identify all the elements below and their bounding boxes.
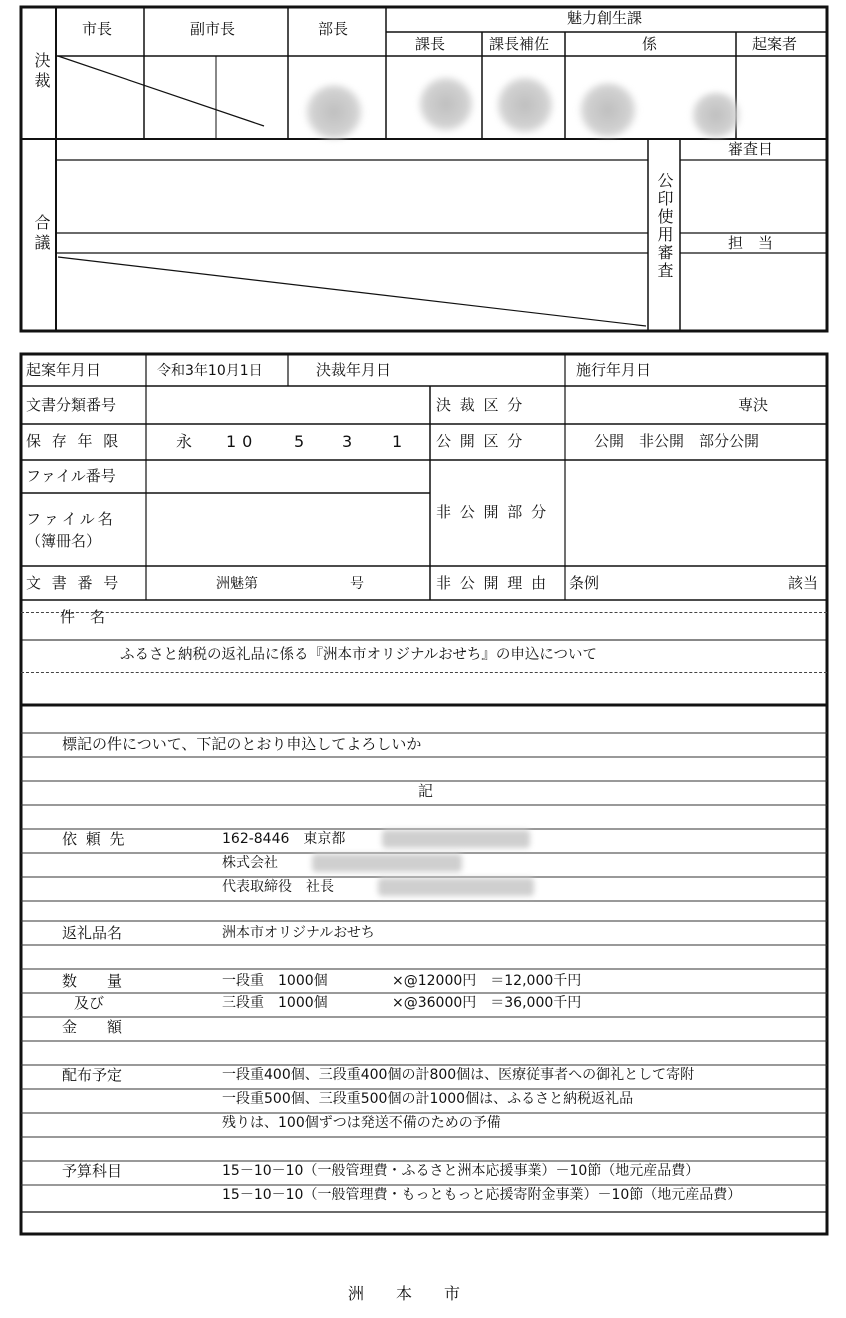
retention-value: 永 — [176, 432, 193, 451]
decision-type-value: 専決 — [738, 396, 769, 414]
qty-item: 三段重 1000個 — [222, 995, 328, 1011]
item-label: 返礼品名 — [62, 924, 123, 942]
requestor-line: 162-8446 東京都 — [222, 831, 346, 847]
redacted-seal — [496, 76, 554, 134]
ki-text: 記 — [418, 782, 434, 800]
retention-label: 保 存 年 限 — [26, 432, 122, 450]
kessai-label: 決裁 — [32, 52, 51, 92]
budget-line: 15－10－10（一般管理費・ふるさと洲本応援事業）－10節（地元産品費） — [222, 1163, 700, 1179]
gogi-label: 合議 — [32, 214, 51, 254]
review-date-label: 審査日 — [728, 140, 774, 158]
dashed-rule — [21, 672, 827, 673]
retention-value: 1 — [392, 432, 403, 451]
nondisclosure-part-label: 非 公 開 部 分 — [436, 503, 549, 521]
vice-mayor-header: 副市長 — [190, 20, 236, 38]
qty-amount: ×@36000円 ＝36,000千円 — [392, 995, 582, 1011]
requestor-line: 代表取締役 社長 — [222, 879, 334, 895]
nondisclosure-reason-label: 非 公 開 理 由 — [436, 574, 549, 592]
redacted-seal — [690, 92, 742, 138]
drafter-header: 起案者 — [752, 35, 798, 53]
applicable-text: 該当 — [788, 574, 819, 592]
ordinance-text: 条例 — [569, 574, 600, 592]
intro-text: 標記の件について、下記のとおり申込してよろしいか — [62, 735, 422, 753]
qty-amount: ×@12000円 ＝12,000千円 — [392, 973, 582, 989]
doc-number-suffix: 号 — [350, 576, 364, 592]
requestor-line: 株式会社 — [222, 855, 278, 871]
distribution-label: 配布予定 — [62, 1066, 123, 1084]
redacted-seal — [418, 76, 474, 132]
subject-title: ふるさと納税の返礼品に係る『洲本市オリジナルおせち』の申込について — [120, 647, 598, 663]
redacted-text — [382, 830, 530, 848]
requestor-label: 依 頼 先 — [62, 830, 127, 848]
disclosure-label: 公 開 区 分 — [436, 432, 525, 450]
assistant-chief-header: 課長補佐 — [489, 35, 550, 53]
draft-date-value: 令和3年10月1日 — [157, 363, 263, 379]
subject-label: 件 名 — [60, 608, 106, 626]
doc-number-prefix: 洲魅第 — [216, 576, 258, 592]
file-name-sub-label: （簿冊名） — [26, 532, 102, 550]
amount-label: 金 額 — [62, 1018, 123, 1036]
qty-item: 一段重 1000個 — [222, 973, 328, 989]
director-header: 部長 — [318, 20, 349, 38]
item-value: 洲本市オリジナルおせち — [222, 925, 375, 941]
redacted-text — [312, 854, 462, 872]
retention-value: 10 — [226, 432, 259, 451]
qty-label-and: 及び — [74, 994, 105, 1012]
dashed-rule — [21, 612, 827, 613]
retention-value: 5 — [294, 432, 305, 451]
city-footer: 洲 本 市 — [348, 1284, 461, 1303]
distribution-line: 一段重500個、三段重500個の計1000個は、ふるさと納税返礼品 — [222, 1091, 634, 1107]
file-name-label: ファイル名 — [26, 510, 116, 528]
mayor-header: 市長 — [82, 20, 113, 38]
enforce-date-label: 施行年月日 — [576, 361, 652, 379]
section-header: 魅力創生課 — [567, 9, 643, 27]
disclosure-options: 公開 非公開 部分公開 — [594, 432, 760, 450]
file-no-label: ファイル番号 — [26, 467, 116, 485]
retention-value: 3 — [342, 432, 353, 451]
redacted-text — [378, 878, 534, 896]
draft-date-label: 起案年月日 — [26, 361, 102, 379]
redacted-seal — [578, 82, 638, 138]
staff-header: 係 — [642, 35, 658, 53]
in-charge-label: 担 当 — [728, 234, 774, 252]
decision-type-label: 決 裁 区 分 — [436, 396, 525, 414]
seal-review-label: 公印使用審査 — [655, 172, 674, 280]
budget-line: 15－10－10（一般管理費・もっともっと応援寄附金事業）－10節（地元産品費） — [222, 1187, 742, 1203]
redacted-seal — [304, 84, 364, 140]
qty-label: 数 量 — [62, 972, 123, 990]
budget-label: 予算科目 — [62, 1162, 123, 1180]
distribution-line: 一段重400個、三段重400個の計800個は、医療従事者への御礼として寄附 — [222, 1067, 695, 1083]
doc-class-label: 文書分類番号 — [26, 396, 117, 414]
doc-number-label: 文 書 番 号 — [26, 574, 122, 592]
decision-date-label: 決裁年月日 — [316, 361, 392, 379]
distribution-line: 残りは、100個ずつは発送不備のための予備 — [222, 1115, 501, 1131]
section-chief-header: 課長 — [415, 35, 446, 53]
